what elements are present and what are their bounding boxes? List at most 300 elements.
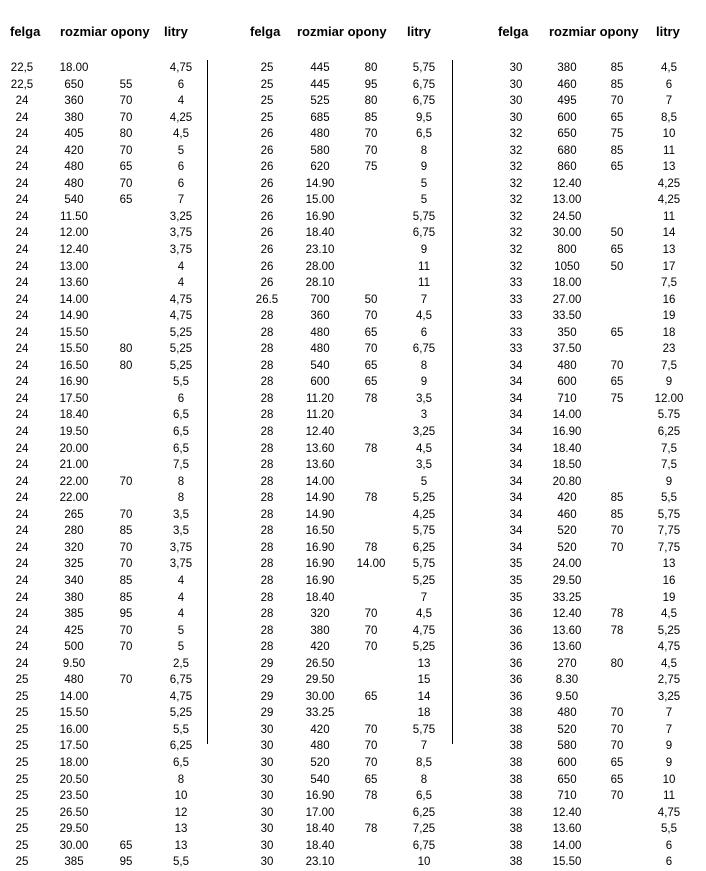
felga-cell: 25 — [260, 111, 274, 124]
table-row — [480, 457, 706, 474]
rozmiar-cell: 520 — [557, 723, 577, 736]
litry-cell: 11 — [663, 790, 675, 803]
litry-cell: 9,5 — [416, 111, 432, 124]
litry-cell: 7,5 — [661, 277, 677, 290]
table-row — [480, 639, 706, 656]
table-row — [0, 325, 240, 342]
profil-cell: 65 — [364, 359, 378, 372]
table-row — [233, 805, 473, 822]
felga-cell: 35 — [509, 558, 523, 571]
felga-cell: 36 — [509, 657, 523, 670]
profil-cell: 70 — [364, 310, 378, 323]
rozmiar-cell: 15.50 — [552, 856, 582, 869]
litry-cell: 3,25 — [169, 210, 193, 223]
table-row — [233, 77, 473, 94]
profil-cell: 95 — [119, 608, 133, 621]
litry-cell: 8 — [420, 144, 428, 157]
rozmiar-cell: 16.90 — [305, 574, 335, 587]
rozmiar-cell: 12.40 — [305, 426, 335, 439]
litry-cell: 7 — [665, 95, 673, 108]
litry-cell: 9 — [665, 376, 673, 389]
table-row — [233, 275, 473, 292]
litry-cell: 8,5 — [661, 111, 677, 124]
table-row — [233, 821, 473, 838]
profil-cell: 85 — [119, 574, 133, 587]
profil-cell: 85 — [610, 144, 624, 157]
litry-cell: 7 — [420, 293, 428, 306]
litry-cell: 6,5 — [173, 409, 189, 422]
felga-cell: 24 — [15, 409, 29, 422]
table-row — [0, 242, 240, 259]
table-row — [233, 259, 473, 276]
litry-cell: 3,5 — [416, 459, 432, 472]
felga-cell: 24 — [15, 194, 29, 207]
felga-cell: 24 — [15, 359, 29, 372]
profil-cell: 75 — [610, 392, 624, 405]
litry-cell: 7 — [665, 707, 673, 720]
rozmiar-cell: 500 — [64, 641, 84, 654]
felga-cell: 24 — [15, 591, 29, 604]
rozmiar-cell: 12.00 — [59, 227, 89, 240]
litry-cell: 3,25 — [412, 426, 436, 439]
rozmiar-cell: 18.00 — [552, 277, 582, 290]
litry-cell: 4,5 — [416, 310, 432, 323]
rozmiar-cell: 20.80 — [552, 475, 582, 488]
felga-cell: 25 — [15, 773, 29, 786]
rozmiar-cell: 325 — [64, 558, 84, 571]
litry-cell: 5,25 — [169, 359, 193, 372]
table-row — [480, 507, 706, 524]
table-row — [0, 623, 240, 640]
felga-cell: 38 — [509, 723, 523, 736]
felga-cell: 28 — [260, 591, 274, 604]
rozmiar-cell: 14.00 — [59, 293, 89, 306]
table-row — [0, 126, 240, 143]
rozmiar-cell: 480 — [64, 674, 84, 687]
litry-cell: 4 — [177, 591, 185, 604]
profil-cell: 70 — [610, 790, 624, 803]
rozmiar-cell: 21.00 — [59, 459, 89, 472]
table-row — [480, 672, 706, 689]
litry-cell: 13 — [662, 244, 676, 257]
table-row — [0, 374, 240, 391]
table-row — [0, 192, 240, 209]
litry-cell: 6 — [665, 839, 673, 852]
rozmiar-cell: 280 — [64, 525, 84, 538]
litry-cell: 3 — [420, 409, 428, 422]
table-row — [480, 374, 706, 391]
rozmiar-cell: 685 — [310, 111, 330, 124]
profil-cell: 80 — [610, 657, 624, 670]
rozmiar-cell: 30.00 — [59, 839, 89, 852]
table-row — [233, 722, 473, 739]
table-row — [233, 225, 473, 242]
rozmiar-cell: 480 — [310, 326, 330, 339]
felga-cell: 26 — [260, 161, 274, 174]
table-row — [480, 573, 706, 590]
felga-cell: 24 — [15, 326, 29, 339]
litry-cell: 23 — [662, 343, 676, 356]
litry-cell: 8 — [420, 773, 428, 786]
table-row — [233, 705, 473, 722]
table-row — [233, 854, 473, 871]
litry-cell: 7 — [177, 194, 185, 207]
rozmiar-cell: 16.50 — [305, 525, 335, 538]
felga-cell: 24 — [15, 574, 29, 587]
felga-cell: 30 — [260, 806, 274, 819]
felga-cell: 30 — [509, 95, 523, 108]
rozmiar-cell: 30.00 — [552, 227, 582, 240]
table-row — [233, 341, 473, 358]
profil-cell: 80 — [119, 128, 133, 141]
rozmiar-cell: 14.90 — [59, 310, 89, 323]
felga-cell: 29 — [260, 690, 274, 703]
rozmiar-cell: 360 — [64, 95, 84, 108]
table-row — [480, 93, 706, 110]
profil-cell: 70 — [119, 508, 133, 521]
table-row — [0, 457, 240, 474]
litry-cell: 7 — [665, 723, 673, 736]
rozmiar-cell: 460 — [557, 78, 577, 91]
felga-cell: 25 — [260, 78, 274, 91]
felga-cell: 38 — [509, 756, 523, 769]
table-row — [233, 407, 473, 424]
litry-cell: 5,75 — [412, 62, 436, 74]
table-row — [0, 821, 240, 838]
felga-cell: 28 — [260, 326, 274, 339]
profil-cell: 70 — [119, 541, 133, 554]
litry-cell: 5,75 — [412, 210, 436, 223]
litry-cell: 5,75 — [412, 723, 436, 736]
felga-cell: 34 — [509, 359, 523, 372]
table-row — [233, 573, 473, 590]
table-row — [0, 705, 240, 722]
rozmiar-cell: 380 — [310, 624, 330, 637]
litry-cell: 10 — [662, 773, 676, 786]
table-row — [480, 391, 706, 408]
table-row — [0, 788, 240, 805]
felga-cell: 38 — [509, 823, 523, 836]
header-felga: felga — [10, 24, 41, 39]
table-row — [0, 656, 240, 673]
header-litry: litry — [407, 24, 431, 39]
profil-cell: 80 — [364, 95, 378, 108]
litry-cell: 5 — [420, 177, 428, 190]
profil-cell: 78 — [364, 790, 378, 803]
table-row — [480, 854, 706, 871]
litry-cell: 5,25 — [657, 624, 681, 637]
table-row — [233, 441, 473, 458]
felga-cell: 24 — [15, 260, 29, 273]
felga-cell: 24 — [15, 161, 29, 174]
felga-cell: 26 — [260, 210, 274, 223]
profil-cell: 70 — [364, 641, 378, 654]
table-row — [0, 275, 240, 292]
felga-cell: 26 — [260, 260, 274, 273]
felga-cell: 32 — [509, 144, 523, 157]
profil-cell: 78 — [364, 442, 378, 455]
table-row — [233, 606, 473, 623]
felga-cell: 28 — [260, 574, 274, 587]
profil-cell: 65 — [364, 376, 378, 389]
litry-cell: 6,25 — [169, 740, 193, 753]
table-row — [480, 60, 706, 77]
rozmiar-cell: 8.30 — [555, 674, 579, 687]
felga-cell: 24 — [15, 624, 29, 637]
table-row — [0, 77, 240, 94]
felga-cell: 26 — [260, 128, 274, 141]
rozmiar-cell: 19.50 — [59, 426, 89, 439]
rozmiar-cell: 16.90 — [59, 376, 89, 389]
litry-cell: 6,5 — [416, 790, 432, 803]
litry-cell: 13 — [662, 161, 676, 174]
rozmiar-cell: 520 — [557, 525, 577, 538]
profil-cell: 65 — [119, 194, 133, 207]
litry-cell: 6,75 — [412, 343, 436, 356]
litry-cell: 8,5 — [416, 756, 432, 769]
rows-panel-2 — [233, 60, 473, 871]
table-row — [0, 292, 240, 309]
felga-cell: 28 — [260, 508, 274, 521]
litry-cell: 9 — [665, 756, 673, 769]
felga-cell: 24 — [15, 210, 29, 223]
column-divider — [452, 60, 453, 744]
rozmiar-cell: 13.60 — [305, 459, 335, 472]
table-row — [480, 623, 706, 640]
rozmiar-cell: 600 — [310, 376, 330, 389]
header-rozmiar-opony: rozmiar opony — [60, 24, 150, 39]
table-row — [0, 805, 240, 822]
table-row — [233, 374, 473, 391]
profil-cell: 80 — [119, 343, 133, 356]
table-row — [233, 672, 473, 689]
rozmiar-cell: 16.50 — [59, 359, 89, 372]
litry-cell: 6 — [177, 161, 185, 174]
litry-cell: 3,5 — [416, 392, 432, 405]
profil-cell: 65 — [610, 244, 624, 257]
felga-cell: 25 — [260, 62, 274, 74]
felga-cell: 28 — [260, 442, 274, 455]
felga-cell: 28 — [260, 558, 274, 571]
felga-cell: 25 — [15, 823, 29, 836]
profil-cell: 70 — [119, 95, 133, 108]
litry-cell: 6,75 — [412, 95, 436, 108]
table-row — [480, 159, 706, 176]
rozmiar-cell: 29.50 — [59, 823, 89, 836]
litry-cell: 5,25 — [412, 574, 436, 587]
rozmiar-cell: 385 — [64, 856, 84, 869]
table-row — [0, 159, 240, 176]
table-row — [233, 474, 473, 491]
felga-cell: 22,5 — [10, 62, 34, 74]
table-row — [233, 60, 473, 77]
profil-cell: 70 — [364, 723, 378, 736]
rozmiar-cell: 29.50 — [305, 674, 335, 687]
litry-cell: 7,75 — [657, 541, 681, 554]
litry-cell: 16 — [662, 293, 676, 306]
profil-cell: 85 — [119, 525, 133, 538]
litry-cell: 4,25 — [657, 194, 681, 207]
felga-cell: 24 — [15, 310, 29, 323]
rozmiar-cell: 16.90 — [305, 790, 335, 803]
felga-cell: 24 — [15, 111, 29, 124]
litry-cell: 6,5 — [173, 442, 189, 455]
profil-cell: 78 — [364, 392, 378, 405]
litry-cell: 6,5 — [416, 128, 432, 141]
litry-cell: 13 — [174, 823, 188, 836]
table-row — [233, 639, 473, 656]
litry-cell: 18 — [417, 707, 431, 720]
felga-cell: 30 — [260, 723, 274, 736]
table-row — [480, 259, 706, 276]
litry-cell: 5 — [177, 144, 185, 157]
felga-cell: 28 — [260, 525, 274, 538]
litry-cell: 5 — [420, 194, 428, 207]
litry-cell: 4,25 — [657, 177, 681, 190]
litry-cell: 14 — [662, 227, 676, 240]
rozmiar-cell: 11.20 — [306, 409, 334, 422]
profil-cell: 78 — [364, 492, 378, 505]
felga-cell: 30 — [509, 62, 523, 74]
profil-cell: 50 — [610, 227, 624, 240]
litry-cell: 11 — [663, 210, 675, 223]
felga-cell: 24 — [15, 475, 29, 488]
felga-cell: 25 — [15, 690, 29, 703]
felga-cell: 25 — [15, 806, 29, 819]
table-row — [480, 176, 706, 193]
felga-cell: 35 — [509, 574, 523, 587]
table-row — [233, 209, 473, 226]
table-row — [0, 590, 240, 607]
felga-cell: 26 — [260, 177, 274, 190]
felga-cell: 32 — [509, 244, 523, 257]
table-row — [233, 93, 473, 110]
profil-cell: 70 — [364, 144, 378, 157]
felga-cell: 36 — [509, 608, 523, 621]
rozmiar-cell: 26.50 — [305, 657, 335, 670]
felga-cell: 32 — [509, 128, 523, 141]
table-row — [0, 176, 240, 193]
rozmiar-cell: 710 — [557, 790, 577, 803]
rozmiar-cell: 17.50 — [59, 740, 89, 753]
litry-cell: 16 — [662, 574, 676, 587]
litry-cell: 5,5 — [173, 723, 189, 736]
felga-cell: 30 — [509, 111, 523, 124]
profil-cell: 65 — [610, 773, 624, 786]
profil-cell: 70 — [364, 624, 378, 637]
rozmiar-cell: 16.90 — [305, 210, 335, 223]
felga-cell: 25 — [15, 740, 29, 753]
rozmiar-cell: 23.50 — [59, 790, 89, 803]
litry-cell: 7,5 — [661, 359, 677, 372]
felga-cell: 24 — [15, 343, 29, 356]
table-row — [480, 705, 706, 722]
table-row — [480, 407, 706, 424]
rozmiar-cell: 20.50 — [59, 773, 89, 786]
table-row — [480, 689, 706, 706]
rozmiar-cell: 620 — [310, 161, 330, 174]
profil-cell: 70 — [364, 740, 378, 753]
table-row — [233, 838, 473, 855]
felga-cell: 28 — [260, 608, 274, 621]
litry-cell: 5,5 — [661, 823, 677, 836]
litry-cell: 4 — [177, 95, 185, 108]
litry-cell: 7 — [420, 740, 428, 753]
litry-cell: 3,5 — [173, 508, 189, 521]
rozmiar-cell: 480 — [310, 128, 330, 141]
rozmiar-cell: 420 — [310, 641, 330, 654]
felga-cell: 38 — [509, 806, 523, 819]
profil-cell: 65 — [610, 111, 624, 124]
felga-cell: 24 — [15, 608, 29, 621]
litry-cell: 7,5 — [173, 459, 189, 472]
litry-cell: 14 — [417, 690, 431, 703]
rozmiar-cell: 16.90 — [305, 558, 335, 571]
table-row — [480, 308, 706, 325]
table-row — [0, 474, 240, 491]
rozmiar-cell: 14.90 — [305, 508, 335, 521]
table-row — [480, 490, 706, 507]
litry-cell: 4,75 — [657, 806, 681, 819]
table-row — [480, 772, 706, 789]
table-row — [480, 341, 706, 358]
felga-cell: 25 — [15, 856, 29, 869]
rozmiar-cell: 29.50 — [552, 574, 582, 587]
table-row — [233, 523, 473, 540]
profil-cell: 80 — [364, 62, 378, 74]
rozmiar-cell: 23.10 — [305, 244, 335, 257]
felga-cell: 28 — [260, 392, 274, 405]
felga-cell: 26 — [260, 144, 274, 157]
profil-cell: 70 — [119, 641, 133, 654]
litry-cell: 3,75 — [169, 541, 193, 554]
header-rozmiar-opony: rozmiar opony — [297, 24, 387, 39]
felga-cell: 24 — [15, 293, 29, 306]
litry-cell: 4,5 — [416, 442, 432, 455]
rozmiar-cell: 480 — [557, 359, 577, 372]
rozmiar-cell: 800 — [557, 244, 577, 257]
table-row — [0, 573, 240, 590]
felga-cell: 24 — [15, 277, 29, 290]
rozmiar-cell: 9.50 — [555, 690, 579, 703]
table-row — [480, 722, 706, 739]
rozmiar-cell: 710 — [557, 392, 577, 405]
profil-cell: 65 — [364, 773, 378, 786]
litry-cell: 6,25 — [657, 426, 681, 439]
felga-cell: 34 — [509, 376, 523, 389]
table-row — [480, 126, 706, 143]
rozmiar-cell: 420 — [64, 144, 84, 157]
felga-cell: 28 — [260, 359, 274, 372]
litry-cell: 5,25 — [412, 492, 436, 505]
litry-cell: 5,5 — [173, 376, 189, 389]
rozmiar-cell: 380 — [64, 111, 84, 124]
table-row — [480, 590, 706, 607]
litry-cell: 4,5 — [416, 608, 432, 621]
rozmiar-cell: 380 — [557, 62, 577, 74]
litry-cell: 9 — [420, 376, 428, 389]
litry-cell: 11 — [663, 144, 675, 157]
table-row — [233, 424, 473, 441]
felga-cell: 36 — [509, 624, 523, 637]
rozmiar-cell: 385 — [64, 608, 84, 621]
felga-cell: 28 — [260, 459, 274, 472]
felga-cell: 28 — [260, 376, 274, 389]
rozmiar-cell: 480 — [310, 740, 330, 753]
felga-cell: 24 — [15, 426, 29, 439]
rozmiar-cell: 14.00 — [59, 690, 89, 703]
profil-cell: 70 — [364, 608, 378, 621]
